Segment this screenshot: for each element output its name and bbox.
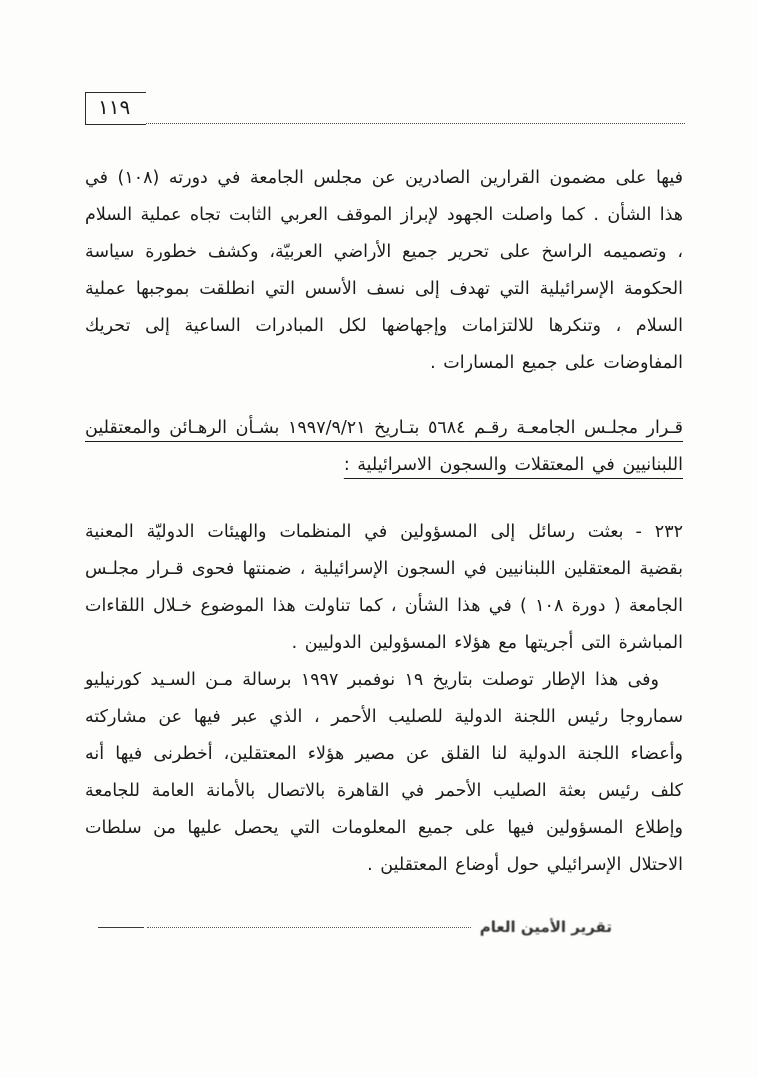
page-number-box [85,92,146,125]
paragraph-number: ٢٣٢ - [635,522,683,542]
intro-paragraph [85,160,683,382]
page-header [85,92,685,125]
section-heading [85,410,683,484]
numbered-paragraph-text: بعثت رسائل إلى المسؤولين في المنظمات والهيئات الدوليّة المعنية بقضية المعتقلين اللبنانيين في السجون الإسرائيلية ، ضمنتها فحوى قـرار مجلـس الجامعة ( دورة ١٠٨ ) في هذا الشأن ، كما تناولت هذا الموضوع خـلال اللقاءات المباشرة التى أجريتها مع هؤلاء المسؤولين الدوليين . [85,522,683,653]
footer-solid-rule [98,927,144,928]
header-dotted-rule [146,123,685,124]
document-body [85,160,683,884]
footer-running-title: تقرير الأمين العام [479,918,612,936]
followup-paragraph-text: وفى هذا الإطار توصلت بتاريخ ١٩ نوفمبر ١٩٩٧ برسالة مـن السـيد كورنيليو سماروجا رئيس اللجنة الدولية للصليب الأحمر ، الذي عبر فيها عن مشاركته وأعضاء اللجنة الدولية لنا القلق عن مصير هؤلاء المعتقلين، أخطرنى فيها أنه كلف رئيس بعثة الصليب الأحمر في القاهرة بالاتصال بالأمانة العامة للجامعة وإطلاع المسؤولين فيها على جميع المعلومات التي يحصل عليها من سلطات الاحتلال الإسرائيلي حول أوضاع المعتقلين . [85,670,683,875]
intro-paragraph-text: فيها على مضمون القرارين الصادرين عن مجلس الجامعة في دورته (١٠٨) في هذا الشأن . كما واصلت الجهود لإبراز الموقف العربي الثابت تجاه عملية السلام ، وتصميمه الراسخ على تحرير جميع الأراضي العربيّة، وكشف خطورة سياسة الحكومة الإسرائيلية التي تهدف إلى نسف الأسس التي انطلقت بموجبها عملية السلام ، وتنكرها للالتزامات وإجهاضها لكل المبادرات الساعية إلى تحريك المفاوضات على جميع المسارات . [85,168,684,373]
numbered-paragraph [85,514,683,662]
footer-dotted-rule [147,927,471,928]
page-number: ١١٩ [98,95,131,119]
page-footer [98,918,680,936]
followup-paragraph [85,662,683,884]
section-heading-text: قـرار مجلـس الجامعـة رقـم ٥٦٨٤ بتـاريخ ١٩٩٧/٩/٢١ بشـأن الرهـائن والمعتقلين اللبنانيين في المعتقلات والسجون الاسرائيلية : [85,418,684,475]
